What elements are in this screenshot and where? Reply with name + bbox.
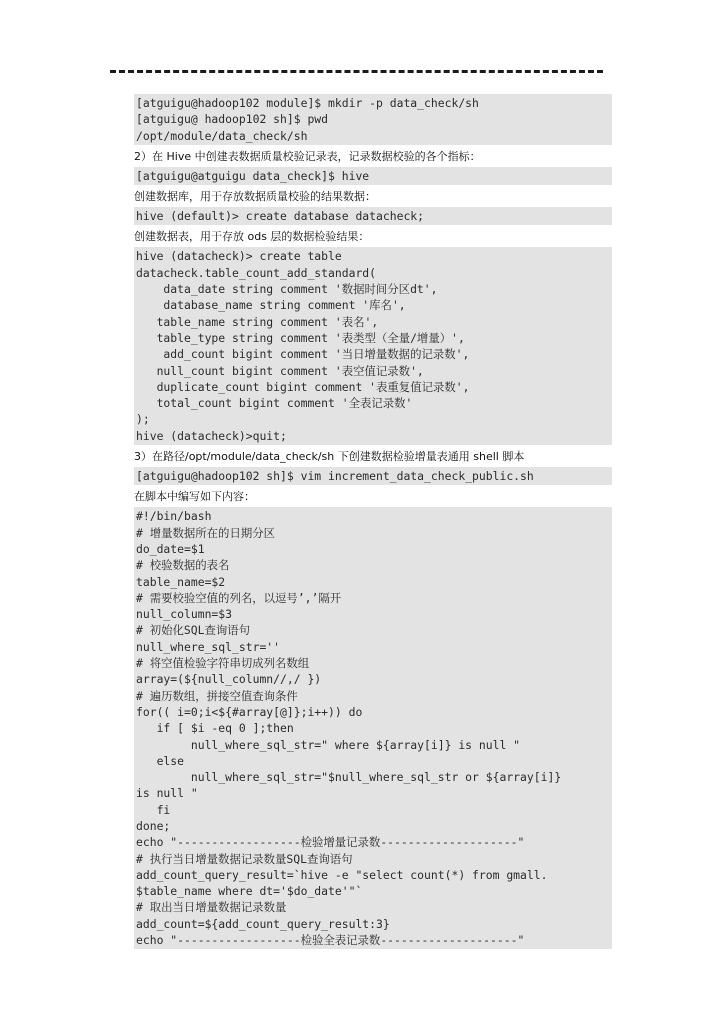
code-line: total_count bigint comment '全表记录数': [136, 396, 413, 411]
code-line: if [ $i -eq 0 ];then: [136, 721, 294, 736]
code-line: [atguigu@hadoop102 module]$ mkdir -p data_check/sh: [136, 96, 479, 110]
note-create-database: 创建数据库，用于存放数据质量校验的结果数据：: [134, 190, 376, 204]
code-block-hive-launch: [134, 167, 612, 185]
code-line: data_date string comment '数据时间分区dt',: [136, 282, 438, 297]
code-line: /opt/module/data_check/sh: [136, 128, 308, 143]
code-line: array=(${null_column//,/ }): [136, 672, 322, 687]
code-line: add_count=${add_count_query_result:3}: [136, 916, 390, 931]
code-line: table_type string comment '表类型（全量/增量）',: [136, 330, 465, 345]
code-line: # 执行当日增量数据记录数量SQL查询语句: [136, 851, 353, 866]
code-line: #!/bin/bash: [136, 509, 212, 524]
code-block-vim: [134, 467, 612, 485]
code-line: hive (default)> create database datacheck;: [136, 209, 425, 224]
code-line: is null ": [136, 786, 198, 801]
code-line: # 需要校验空值的列名，以逗号’,’隔开: [136, 590, 342, 605]
code-line: echo "------------------检验全表记录数--------------------": [136, 933, 525, 948]
document-body: [134, 92, 612, 951]
code-line: null_where_sql_str="$null_where_sql_str or ${array[i]}: [136, 770, 562, 785]
code-line: # 取出当日增量数据记录数量: [136, 900, 287, 915]
note-script-content: 在脚本中编写如下内容：: [134, 490, 255, 504]
code-line: done;: [136, 818, 171, 833]
note-create-table: 创建数据表，用于存放 ods 层的数据检验结果：: [134, 230, 370, 244]
code-line: $table_name where dt='$do_date'"`: [136, 884, 363, 899]
code-line: # 增量数据所在的日期分区: [136, 525, 276, 540]
code-line: for(( i=0;i<${#array[@]};i++)) do: [136, 704, 363, 719]
code-line: fi: [136, 802, 171, 817]
code-line: else: [136, 753, 185, 768]
code-block-create-database: [134, 207, 612, 225]
code-line: null_count bigint comment '表空值记录数',: [136, 363, 424, 378]
code-line: hive (datacheck)> create table: [136, 249, 342, 264]
code-line: # 将空值检验字符串切成列名数组: [136, 656, 310, 671]
code-line: table_name=$2: [136, 574, 226, 589]
code-line: null_where_sql_str=" where ${array[i]} is null ": [136, 737, 521, 752]
code-line: database_name string comment '库名',: [136, 298, 406, 313]
code-line: echo "------------------检验增量记录数--------------------": [136, 835, 525, 850]
step-3-heading: 3）在路径/opt/module/data_check/sh 下创建数据检验增量表通用 shell 脚本: [134, 450, 525, 464]
code-line: null_where_sql_str='': [136, 639, 281, 654]
code-line: [atguigu@atguigu data_check]$ hive: [136, 168, 370, 183]
header-dashed-rule: [110, 70, 603, 73]
code-line: table_name string comment '表名',: [136, 314, 379, 329]
code-line: add_count_query_result=`hive -e "select count(*) from gmall.: [136, 867, 548, 882]
code-line: );: [136, 412, 150, 427]
code-line: # 校验数据的表名: [136, 558, 230, 573]
code-line: do_date=$1: [136, 541, 205, 556]
code-line: add_count bigint comment '当日增量数据的记录数',: [136, 347, 470, 362]
step-2-heading: 2）在 Hive 中创建表数据质量校验记录表，记录数据校验的各个指标：: [134, 149, 481, 163]
code-line: datacheck.table_count_add_standard(: [136, 265, 377, 280]
code-block-shell-script: [134, 507, 612, 949]
code-line: hive (datacheck)>quit;: [136, 428, 287, 443]
code-block-create-table: [134, 247, 612, 445]
code-block-mkdir: [134, 94, 612, 145]
code-line: [atguigu@ hadoop102 sh]$ pwd: [136, 112, 329, 127]
code-line: duplicate_count bigint comment '表重复值记录数',: [136, 379, 470, 394]
code-line: null_column=$3: [136, 607, 233, 622]
code-line: # 遍历数组，拼接空值查询条件: [136, 688, 298, 703]
code-line: [atguigu@hadoop102 sh]$ vim increment_data_check_public.sh: [136, 469, 534, 484]
code-line: # 初始化SQL查询语句: [136, 623, 251, 638]
